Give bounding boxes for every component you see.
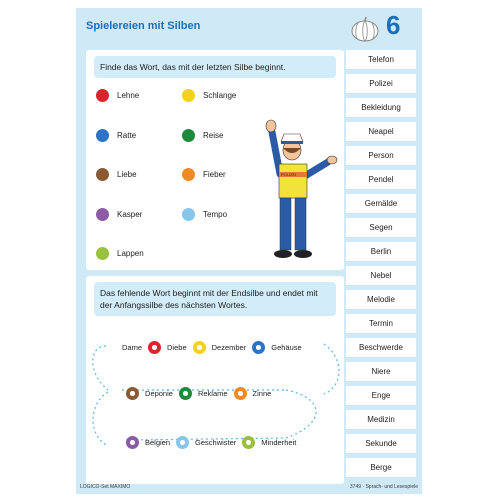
word-box[interactable]: Polizei: [346, 74, 416, 93]
word-box[interactable]: Bekleidung: [346, 98, 416, 117]
footer-left: LOGICO-Set MAXIMO: [80, 484, 131, 490]
answer-ring[interactable]: [252, 341, 265, 354]
answer-ring[interactable]: [179, 387, 192, 400]
chain-word: Reklame: [197, 389, 228, 398]
answer-ring[interactable]: [193, 341, 206, 354]
task2-instruction: Das fehlende Wort beginnt mit der Endsilbe und endet mit der Anfangssilbe des nächsten Wortes.: [94, 282, 336, 316]
task1-item[interactable]: [182, 208, 227, 221]
word-box[interactable]: Melodie: [346, 290, 416, 309]
task1-word: Reise: [203, 131, 224, 140]
task1-item[interactable]: [182, 168, 226, 181]
task1-item[interactable]: [96, 129, 136, 142]
chain-word: Belgien: [145, 438, 171, 447]
task1-word: Lappen: [117, 249, 144, 258]
word-box[interactable]: Niere: [346, 362, 416, 381]
color-dot: [96, 247, 109, 260]
task1-word: Liebe: [117, 170, 137, 179]
chain-word: Zinne: [252, 389, 272, 398]
word-box[interactable]: Telefon: [346, 50, 416, 69]
chain-word: Dame: [122, 343, 143, 352]
chain-row-3: [126, 436, 296, 449]
word-box[interactable]: Sekunde: [346, 434, 416, 453]
word-box[interactable]: Termin: [346, 314, 416, 333]
task1-item[interactable]: [182, 89, 236, 102]
task1-instruction: Finde das Wort, das mit der letzten Silbe beginnt.: [94, 56, 336, 78]
chain-word: Diebe: [167, 343, 187, 352]
task1-item[interactable]: [96, 168, 137, 181]
answer-ring[interactable]: [176, 436, 189, 449]
word-box[interactable]: Enge: [346, 386, 416, 405]
chain-word: Deponie: [145, 389, 173, 398]
task1-item[interactable]: [96, 89, 139, 102]
word-box[interactable]: Medizin: [346, 410, 416, 429]
pumpkin-icon: [350, 16, 380, 42]
task1-word: Tempo: [203, 210, 228, 219]
word-box[interactable]: Nebel: [346, 266, 416, 285]
chain-row-2: [126, 387, 271, 400]
chain-row-1: [122, 341, 302, 354]
card-header: [76, 8, 422, 46]
task1-panel: [86, 50, 344, 270]
footer: [78, 482, 422, 494]
page-title: Spielereien mit Silben: [86, 20, 201, 32]
color-dot: [182, 168, 195, 181]
svg-text:POLIZEI: POLIZEI: [281, 172, 297, 177]
exercise-card: [76, 8, 422, 494]
answer-ring[interactable]: [234, 387, 247, 400]
chain-word: Gehäuse: [271, 343, 302, 352]
color-dot: [96, 168, 109, 181]
word-box[interactable]: Pendel: [346, 170, 416, 189]
word-box[interactable]: Gemälde: [346, 194, 416, 213]
answer-ring[interactable]: [148, 341, 161, 354]
color-dot: [96, 129, 109, 142]
task1-word: Ratte: [117, 131, 137, 140]
word-box[interactable]: Berlin: [346, 242, 416, 261]
police-officer-illustration: [250, 112, 340, 262]
color-dot: [96, 208, 109, 221]
answer-ring[interactable]: [242, 436, 255, 449]
task1-item[interactable]: [96, 247, 144, 260]
color-dot: [182, 129, 195, 142]
word-box[interactable]: Berge: [346, 458, 416, 477]
page-number: 6: [386, 10, 401, 40]
chain-word: Dezember: [211, 343, 247, 352]
task1-word: Kasper: [117, 210, 143, 219]
answer-ring[interactable]: [126, 436, 139, 449]
word-box[interactable]: Segen: [346, 218, 416, 237]
task1-item[interactable]: [96, 208, 142, 221]
word-box[interactable]: Beschwerde: [346, 338, 416, 357]
task1-item[interactable]: [182, 129, 223, 142]
word-box[interactable]: Neapel: [346, 122, 416, 141]
task2-panel: [86, 276, 344, 484]
footer-right: 3749 · Sprach- und Lesespiele: [349, 484, 418, 490]
answer-ring[interactable]: [126, 387, 139, 400]
color-dot: [182, 89, 195, 102]
color-dot: [182, 208, 195, 221]
color-dot: [96, 89, 109, 102]
chain-word: Geschwister: [195, 438, 237, 447]
chain-word: Minderheit: [261, 438, 297, 447]
task1-word: Schlange: [203, 91, 237, 100]
task1-word: Lehne: [117, 91, 140, 100]
task1-word: Fieber: [203, 170, 226, 179]
word-box[interactable]: Person: [346, 146, 416, 165]
